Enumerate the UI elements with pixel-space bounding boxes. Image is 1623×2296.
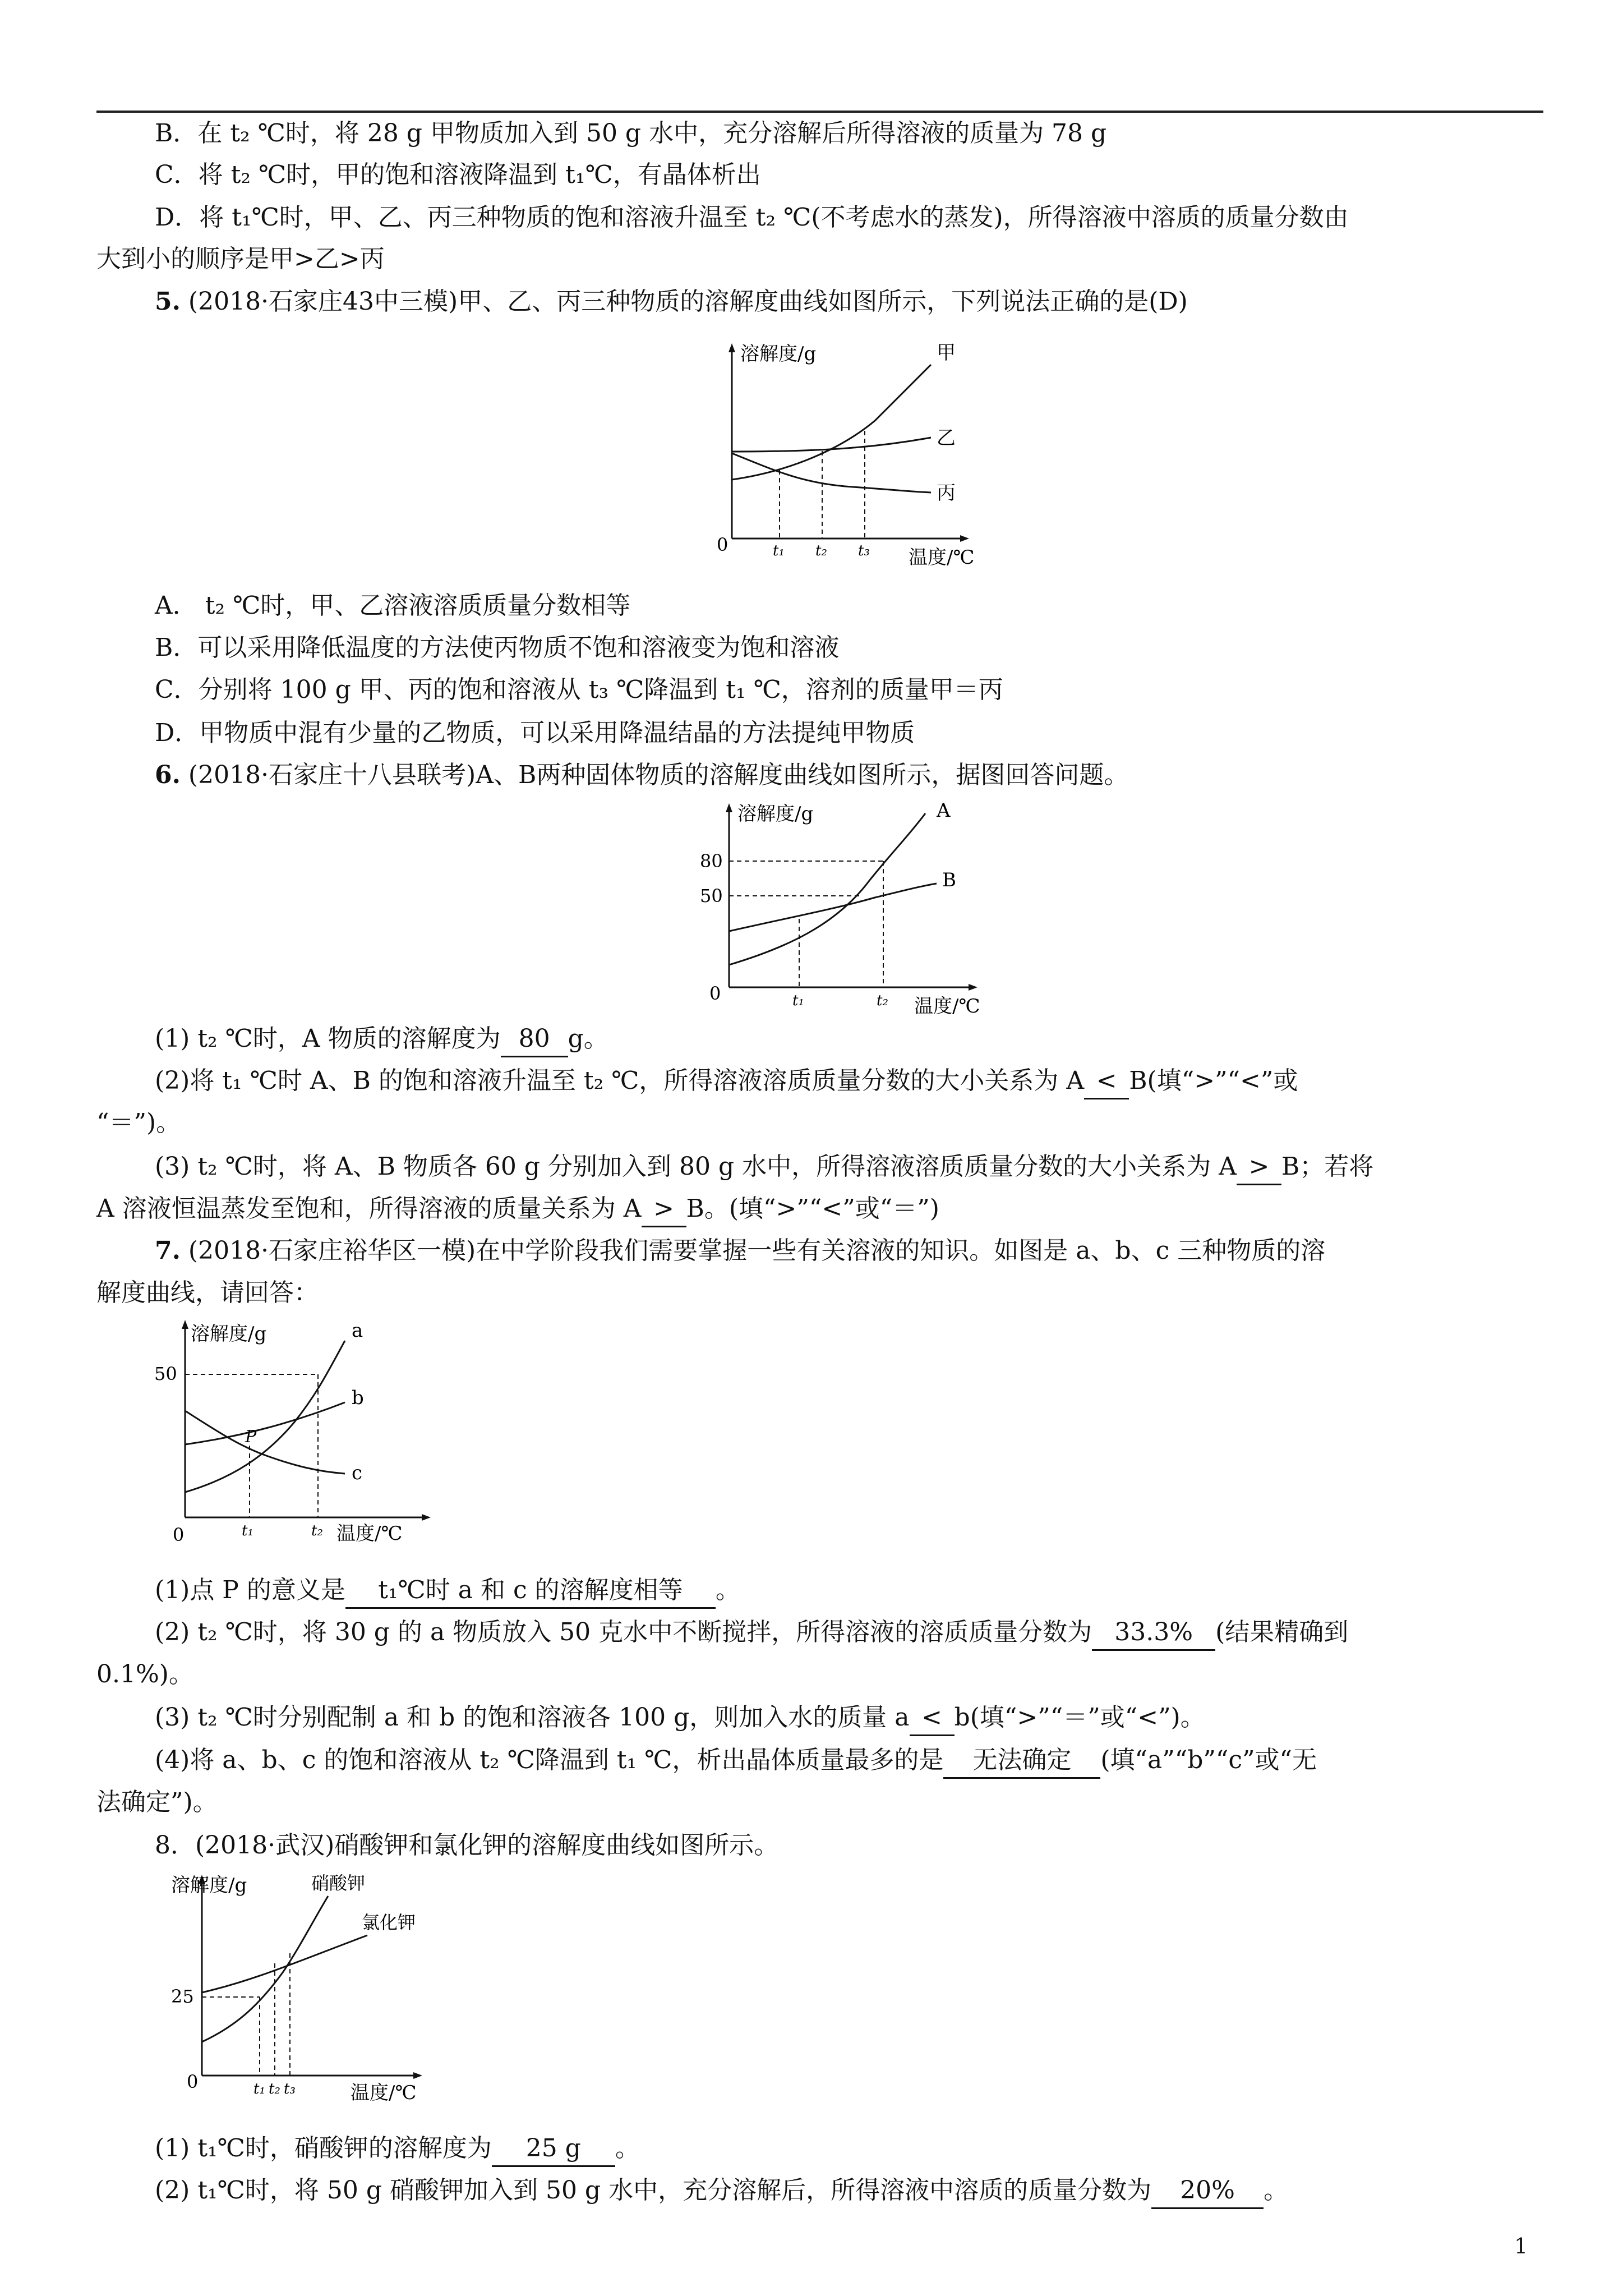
q6-3-text-b: B；若将 (1281, 1152, 1374, 1181)
series-label-a: a (352, 1319, 363, 1342)
q6-part-2-cont: “＝”)。 (96, 1108, 181, 1137)
q5-option-a: A． t₂ ℃时，甲、乙溶液溶质质量分数相等 (155, 591, 631, 620)
q6-3-text-c: A 溶液恒温蒸发至饱和，所得溶液的质量关系为 A (96, 1194, 642, 1223)
q7-3-text-b: b(填“>”“＝”或“<”)。 (954, 1703, 1205, 1732)
x-axis-label: 温度/℃ (336, 1522, 403, 1545)
option-d-q4: D．将 t₁℃时，甲、乙、丙三种物质的饱和溶液升温至 t₂ ℃(不考虑水的蒸发)，所得溶液中溶质的质量分数由 (155, 203, 1349, 232)
origin-label: 0 (717, 534, 728, 555)
q7-part-3 (96, 1701, 1602, 1736)
page-number: 1 (1514, 2234, 1528, 2258)
curve-kcl (202, 1935, 367, 1993)
series-label-c: c (352, 1462, 363, 1484)
series-label-yi: 乙 (937, 427, 956, 449)
q6-part-3 (96, 1150, 1602, 1185)
series-label-b: B (942, 869, 956, 891)
tick-t2: t₂ (877, 992, 888, 1009)
q7-part-2-cont: 0.1%)。 (96, 1660, 193, 1688)
q7-part-4 (96, 1743, 1602, 1779)
series-label-a: A (937, 799, 951, 822)
option-b-q4: B．在 t₂ ℃时，将 28 g 甲物质加入到 50 g 水中，充分溶解后所得溶液的质量为 78 g (155, 119, 1107, 148)
series-label-kno3: 硝酸钾 (311, 1872, 366, 1894)
q5-option-d: D．甲物质中混有少量的乙物质，可以采用降温结晶的方法提纯甲物质 (155, 719, 915, 747)
q6-3-text-d: B。(填“>”“<”或“＝”) (686, 1194, 939, 1223)
question-6 (96, 758, 1602, 792)
question-7-text: (2018·石家庄裕华区一模)在中学阶段我们需要掌握一些有关溶液的知识。如图是 a、b、c 三种物质的溶 (180, 1236, 1326, 1265)
q6-3-answer: > (1237, 1150, 1281, 1185)
q8-2-end: 。 (1264, 2176, 1289, 2205)
x-axis-label: 温度/℃ (909, 546, 975, 569)
q8-1-end: 。 (615, 2134, 640, 2162)
x-axis-arrow (422, 1514, 431, 1521)
q5-option-b: B．可以采用降低温度的方法使丙物质不饱和溶液变为饱和溶液 (155, 633, 840, 662)
chart-q8 (160, 1868, 474, 2104)
curve-b (185, 1402, 345, 1444)
q7-2-text: (2) t₂ ℃时，将 30 g 的 a 物质放入 50 克水中不断搅拌，所得溶液的溶质质量分数为 (155, 1618, 1092, 1646)
tick-t1: t₁ (792, 992, 804, 1009)
series-label-kcl: 氯化钾 (362, 1912, 416, 1933)
curve-a (185, 1341, 345, 1492)
q7-2-answer: 33.3% (1092, 1616, 1215, 1651)
y-tick-50: 50 (154, 1363, 177, 1384)
q7-3-text: (3) t₂ ℃时分别配制 a 和 b 的饱和溶液各 100 g，则加入水的质量 a (155, 1703, 910, 1732)
origin-label: 0 (187, 2071, 199, 2092)
tick-t1: t₁ (242, 1522, 253, 1539)
tick-t3: t₃ (284, 2081, 296, 2097)
question-8: 8．(2018·武汉)硝酸钾和氯化钾的溶解度曲线如图所示。 (155, 1831, 779, 1860)
chart-q6 (690, 797, 1004, 1021)
q6-part-3-cont (96, 1192, 1543, 1227)
q7-1-answer: t₁℃时 a 和 c 的溶解度相等 (345, 1573, 716, 1609)
y-axis-label: 溶解度/g (737, 803, 814, 825)
tick-t1: t₁ (253, 2081, 265, 2097)
curve-b (729, 884, 937, 931)
question-6-text: (2018·石家庄十八县联考)A、B两种固体物质的溶解度曲线如图所示，据图回答问题。 (180, 761, 1129, 789)
q7-1-end: 。 (715, 1576, 740, 1604)
x-axis-arrow (960, 535, 969, 542)
x-axis-arrow (413, 2072, 422, 2079)
question-6-number: 6. (155, 761, 181, 789)
tick-t2: t₂ (311, 1522, 323, 1539)
series-label-bing: 丙 (937, 482, 956, 504)
q6-1-answer: 80 (501, 1022, 568, 1057)
origin-label: 0 (173, 1524, 185, 1545)
q7-4-text-b: (填“a”“b”“c”或“无 (1100, 1746, 1317, 1774)
q7-part-1 (96, 1573, 1602, 1609)
point-p-label: P (245, 1427, 257, 1447)
y-axis-arrow (182, 1320, 188, 1329)
q6-part-2 (96, 1064, 1602, 1099)
q6-1-unit: g。 (568, 1024, 608, 1053)
y-axis-label: 溶解度/g (740, 343, 817, 365)
y-axis-arrow (728, 343, 735, 352)
q8-1-text: (1) t₁℃时，硝酸钾的溶解度为 (155, 2134, 492, 2162)
tick-t1: t₁ (773, 542, 785, 559)
series-label-jia: 甲 (937, 342, 956, 364)
y-tick-50: 50 (700, 885, 723, 907)
q7-part-2 (96, 1616, 1602, 1651)
question-5-text: (2018·石家庄43中三模)甲、乙、丙三种物质的溶解度曲线如图所示，下列说法正确的是(D) (180, 287, 1188, 316)
y-tick-80: 80 (700, 850, 723, 872)
x-axis-label: 温度/℃ (351, 2082, 417, 2104)
question-7 (96, 1234, 1602, 1268)
q6-part-1 (96, 1022, 1602, 1057)
q8-2-text: (2) t₁℃时，将 50 g 硝酸钾加入到 50 g 水中，充分溶解后，所得溶液中溶质的质量分数为 (155, 2176, 1152, 2205)
curve-c (185, 1411, 345, 1474)
chart-q5 (701, 337, 993, 572)
question-7-cont: 解度曲线，请回答： (96, 1278, 319, 1307)
curve-a (729, 813, 925, 965)
curve-bing (732, 453, 931, 493)
q7-3-answer: < (910, 1701, 955, 1736)
x-axis-label: 温度/℃ (914, 995, 980, 1018)
q8-part-1 (96, 2132, 1602, 2167)
q6-2-answer: < (1084, 1064, 1129, 1099)
question-5-number: 5. (155, 287, 181, 316)
q8-1-answer: 25 g (492, 2132, 615, 2167)
q6-2-text: (2)将 t₁ ℃时 A、B 的饱和溶液升温至 t₂ ℃，所得溶液溶质质量分数的大小关系为 A (155, 1066, 1085, 1095)
y-axis-label: 溶解度/g (171, 1874, 247, 1897)
q7-4-answer: 无法确定 (943, 1743, 1100, 1779)
question-7-number: 7. (155, 1236, 181, 1265)
q8-part-2 (96, 2174, 1602, 2209)
q6-1-text: (1) t₂ ℃时，A 物质的溶解度为 (155, 1024, 501, 1053)
q8-2-answer: 20% (1151, 2174, 1264, 2209)
tick-t3: t₃ (858, 542, 870, 559)
q7-2-text-b: (结果精确到 (1215, 1618, 1349, 1646)
y-tick-25: 25 (171, 1986, 194, 2007)
x-axis-arrow (969, 984, 978, 991)
q7-4-text: (4)将 a、b、c 的饱和溶液从 t₂ ℃降温到 t₁ ℃，析出晶体质量最多的是 (155, 1746, 944, 1774)
q6-2-text-b: B(填“>”“<”或 (1129, 1066, 1298, 1095)
curve-jia (732, 365, 931, 480)
question-5 (96, 285, 1602, 319)
q6-3-answer-2: > (642, 1192, 686, 1227)
tick-t2: t₂ (815, 542, 827, 559)
q7-part-4-cont: 法确定”)。 (96, 1788, 218, 1816)
header-rule (96, 111, 1543, 113)
option-d-q4-cont: 大到小的顺序是甲>乙>丙 (96, 245, 385, 273)
chart-q7 (143, 1315, 457, 1551)
y-axis-arrow (726, 803, 732, 812)
option-c-q4: C．将 t₂ ℃时，甲的饱和溶液降温到 t₁℃，有晶体析出 (155, 160, 761, 189)
q7-1-text: (1)点 P 的意义是 (155, 1576, 345, 1604)
q6-3-text: (3) t₂ ℃时，将 A、B 物质各 60 g 分别加入到 80 g 水中，所得溶液溶质质量分数的大小关系为 A (155, 1152, 1237, 1181)
tick-t2: t₂ (269, 2081, 280, 2097)
curve-kno3 (202, 1896, 328, 2042)
q5-option-c: C．分别将 100 g 甲、丙的饱和溶液从 t₃ ℃降温到 t₁ ℃，溶剂的质量甲＝丙 (155, 675, 1003, 704)
origin-label: 0 (709, 983, 721, 1004)
series-label-b: b (352, 1387, 364, 1409)
y-axis-label: 溶解度/g (191, 1323, 267, 1345)
